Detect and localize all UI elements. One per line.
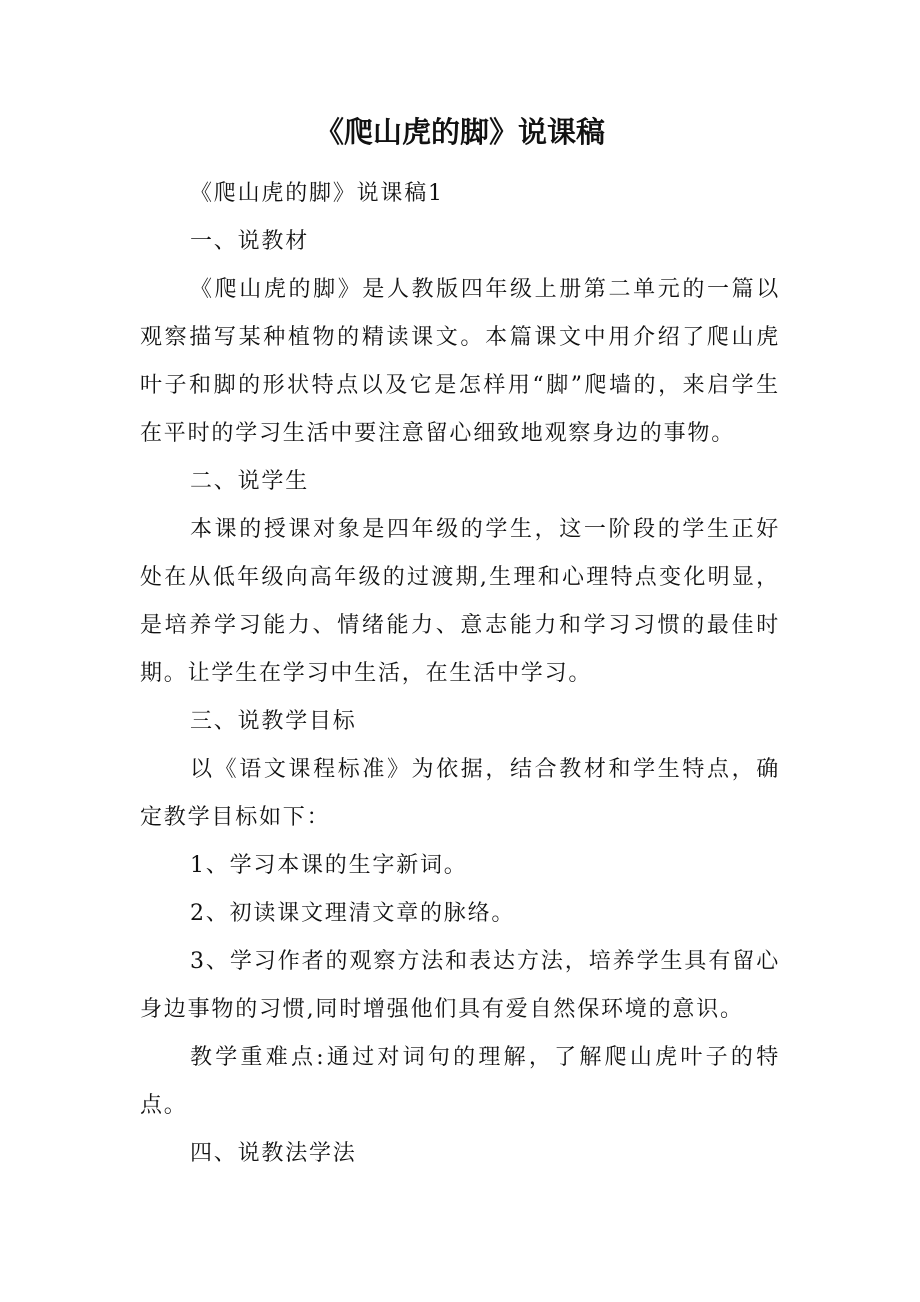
body-paragraph: 《爬山虎的脚》是人教版四年级上册第二单元的一篇以观察描写某种植物的精读课文。本篇课文中用介绍了爬山虎叶子和脚的形状特点以及它是怎样用“脚”爬墙的，来启学生在平时的学习生活中要注意留心细致地观察身边的事物。 (140, 277, 780, 446)
section-heading-teaching-material: 一、说教材 (190, 229, 310, 254)
document-body (140, 170, 780, 1178)
body-paragraph: 本课的授课对象是四年级的学生，这一阶段的学生正好处在从低年级向高年级的过渡期,生理和心理特点变化明显，是培养学习能力、情绪能力、意志能力和学习习惯的最佳时期。让学生在学习中生活，在生活中学习。 (140, 517, 780, 686)
section-heading-students: 二、说学生 (190, 469, 310, 494)
subtitle-paragraph: 《爬山虎的脚》说课稿1 (190, 181, 444, 206)
section-heading-teaching-goals: 三、说教学目标 (190, 709, 357, 734)
section-heading-teaching-methods: 四、说教法学法 (190, 1141, 357, 1166)
list-item: 3、学习作者的观察方法和表达方法，培养学生具有留心身边事物的习惯,同时增强他们具有爱自然保环境的意识。 (140, 949, 780, 1022)
body-paragraph: 以《语文课程标准》为依据，结合教材和学生特点，确定教学目标如下： (140, 757, 780, 830)
list-item: 2、初读课文理清文章的脉络。 (190, 901, 516, 926)
list-item: 1、学习本课的生字新词。 (190, 853, 468, 878)
document-title: 《爬山虎的脚》说课稿 (314, 115, 605, 149)
body-paragraph: 教学重难点:通过对词句的理解，了解爬山虎叶子的特点。 (140, 1045, 780, 1118)
